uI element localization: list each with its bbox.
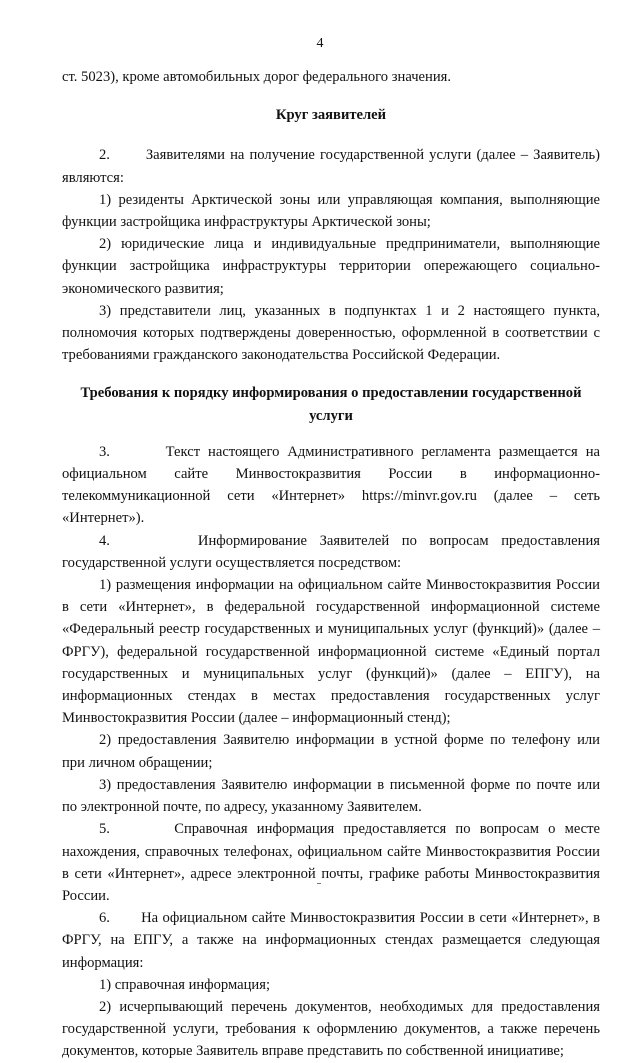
list-item-2-1: 1) резиденты Арктической зоны или управляющая компания, выполняющие функции застройщика инфраструктуры Арктической зоны; bbox=[62, 191, 600, 231]
page-number: 4 bbox=[316, 36, 324, 51]
list-item-6-2: 2) исчерпывающий перечень документов, необходимых для предоставления государственной услуги, требования к оформлению документов, а также перечень документов, которые Заявитель вправе представить по собственной инициативе; bbox=[62, 998, 600, 1060]
paragraph-5: 5. Справочная информация предоставляется по вопросам о месте нахождения, справочных телефонах, официальном сайте Минвостокразвития России в сети «Интернет», адресе электронной почты, графике работы Минвостокразвития России. bbox=[62, 821, 600, 904]
document-body bbox=[62, 66, 600, 1063]
list-item-2-3: 3) представители лиц, указанных в подпунктах 1 и 2 настоящего пункта, полномочия которых подтверждены доверенностью, оформленной в соответствии с требованиями гражданского законодательства Российской Федерации. bbox=[62, 302, 600, 364]
paragraph-3: 3. Текст настоящего Административного регламента размещается на официальном сайте Минвостокразвития России в информационно-телекоммуникационной сети «Интернет» https://minvr.gov.ru (далее – сеть «Интернет»). bbox=[62, 443, 600, 527]
list-item-4-3: 3) предоставления Заявителю информации в письменной форме по почте или по электронной почте, по адресу, указанному Заявителем. bbox=[62, 776, 600, 816]
paragraph-4: 4. Информирование Заявителей по вопросам предоставления государственной услуги осуществляется посредством: bbox=[62, 532, 600, 571]
section-heading-applicants: Круг заявителей bbox=[275, 107, 387, 124]
list-item-6-1: 1) справочная информация; bbox=[99, 976, 271, 993]
section-heading-informing: Требования к порядку информирования о предоставлении государственной услуги bbox=[80, 385, 582, 424]
paragraph-continuation: ст. 5023), кроме автомобильных дорог федерального значения. bbox=[62, 69, 452, 85]
paragraph-6: 6. На официальном сайте Минвостокразвития России в сети «Интернет», в ФРГУ, на ЕПГУ, а также на информационных стендах размещается следующая информация: bbox=[62, 910, 600, 971]
list-item-4-2: 2) предоставления Заявителю информации в устной форме по телефону или при личном обращении; bbox=[62, 732, 600, 771]
list-item-4-1: 1) размещения информации на официальном сайте Минвостокразвития России в сети «Интернет», в федеральной государственной информационной системе «Федеральный реестр государственных и муниципальных услуг (функций)» (далее – ФРГУ), федеральной государственной информационной системе «Единый портал государственных и муниципальных услуг (функций)» (далее – ЕПГУ), на информационных стендах в местах предоставления государственных услуг Минвостокразвития России (далее – информационный стенд); bbox=[62, 577, 600, 727]
scan-artifact-mark bbox=[317, 883, 321, 884]
list-item-2-2: 2) юридические лица и индивидуальные предприниматели, выполняющие функции застройщика инфраструктуры территории опережающего социально-экономического развития; bbox=[62, 236, 600, 297]
paragraph-2: 2. Заявителями на получение государственной услуги (далее – Заявитель) являются: bbox=[62, 147, 600, 186]
